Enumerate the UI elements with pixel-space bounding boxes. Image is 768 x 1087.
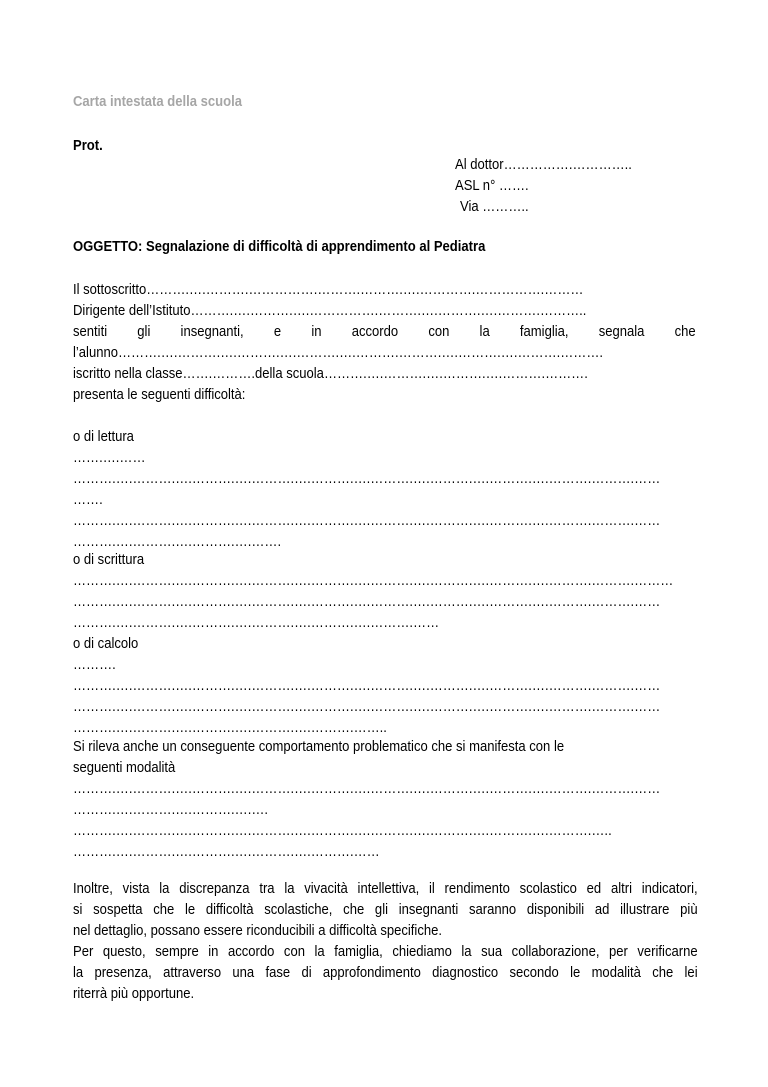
- closing-para-2-line-1: Per questo, sempre in accordo con la famiglia, chiediamo la sua collaborazione, per verificarne: [73, 944, 698, 960]
- address-doctor: Al dottor…………….…………..: [455, 157, 632, 173]
- closing-para-2-line-3: riterrà più opportune.: [73, 986, 195, 1002]
- body-principal: Dirigente dell’Istituto……….….……….….…………….……….….……….….……….………..: [73, 303, 587, 319]
- reading-dots-1: …….….……: [73, 450, 146, 466]
- calc-dots-2: ……….….……….….……….….……….….……….….……….….……….….……….….……….……….……: [73, 678, 661, 694]
- calc-dots-4: ……….….……….….……….….……….….……….……..: [73, 720, 387, 736]
- behavior-line-1: Si rileva anche un conseguente comportamento problematico che si manifesta con le: [73, 739, 565, 755]
- writing-dots-3: ……….….……….….……….….……….….……….….……….……: [73, 615, 440, 631]
- behavior-line-2: seguenti modalità: [73, 760, 176, 776]
- reading-dots-2: ……….….……….….……….….……….….……….….……….….……….….……….….……….……….……: [73, 471, 661, 487]
- reading-dots-4: ……….….……….….……….….……….….……….….……….….……….….……….….……….……….……: [73, 513, 661, 529]
- calc-dots-3: ……….….……….….……….….……….….……….….……….….……….….……….….……….……….……: [73, 699, 661, 715]
- writing-dots-1: ……….….……….….……….….……….….……….….……….….……….….……….….……….……….………: [73, 573, 674, 589]
- closing-para-2-line-2: la presenza, attraverso una fase di approfondimento diagnostico secondo le modalità che lei: [73, 965, 698, 981]
- closing-para-1-line-3: nel dettaglio, possano essere riconducibili a difficoltà specifiche.: [73, 923, 443, 939]
- behavior-dots-2: ……….….……….….……….….….: [73, 802, 269, 818]
- letterhead-placeholder: Carta intestata della scuola: [73, 94, 242, 110]
- body-undersigned: Il sottoscritto……….….……….…………….……….……….….………….…………….………: [73, 282, 584, 298]
- body-difficulties-intro: presenta le seguenti difficoltà:: [73, 387, 246, 403]
- behavior-dots-4: ……….….……….….……….….……….….……….……: [73, 844, 380, 860]
- subject-line: OGGETTO: Segnalazione di difficoltà di apprendimento al Pediatra: [73, 239, 486, 255]
- reading-option: o di lettura: [73, 429, 134, 445]
- address-street: Via ………..: [460, 199, 529, 215]
- behavior-dots-3: ……….….……….….……….….……….….……….….……….….……….….……….….……….…..: [73, 823, 612, 839]
- writing-dots-2: ……….….……….….……….….……….….……….….……….….……….….……….….……….……….……: [73, 594, 661, 610]
- body-student: l’alunno……….….……….….……….….……….….……….……….….……….….……….……….: [73, 345, 604, 361]
- calc-option: o di calcolo: [73, 636, 139, 652]
- calc-dots-1: ……….: [73, 657, 116, 673]
- closing-para-1-line-2: si sospetta che le difficoltà scolastiche, che gli insegnanti saranno disponibili ad illustrare più: [73, 902, 698, 918]
- writing-option: o di scrittura: [73, 552, 145, 568]
- protocol-label: Prot.: [73, 138, 103, 154]
- reading-dots-3: …….: [73, 492, 103, 508]
- address-asl: ASL n° …….: [455, 178, 529, 194]
- behavior-dots-1: ……….….……….….……….….……….….……….….……….….……….….……….….……….……….……: [73, 781, 661, 797]
- reading-dots-5: ……….….……….….……….….…….: [73, 534, 282, 550]
- closing-para-1-line-1: Inoltre, vista la discrepanza tra la vivacità intellettiva, il rendimento scolastico ed altri indicatori,: [73, 881, 698, 897]
- body-class-school: iscritto nella classe…….……….della scuola……….….……….….……….….……….……….: [73, 366, 588, 382]
- body-heard-teachers: sentiti gli insegnanti, e in accordo con la famiglia, segnala che: [73, 324, 696, 340]
